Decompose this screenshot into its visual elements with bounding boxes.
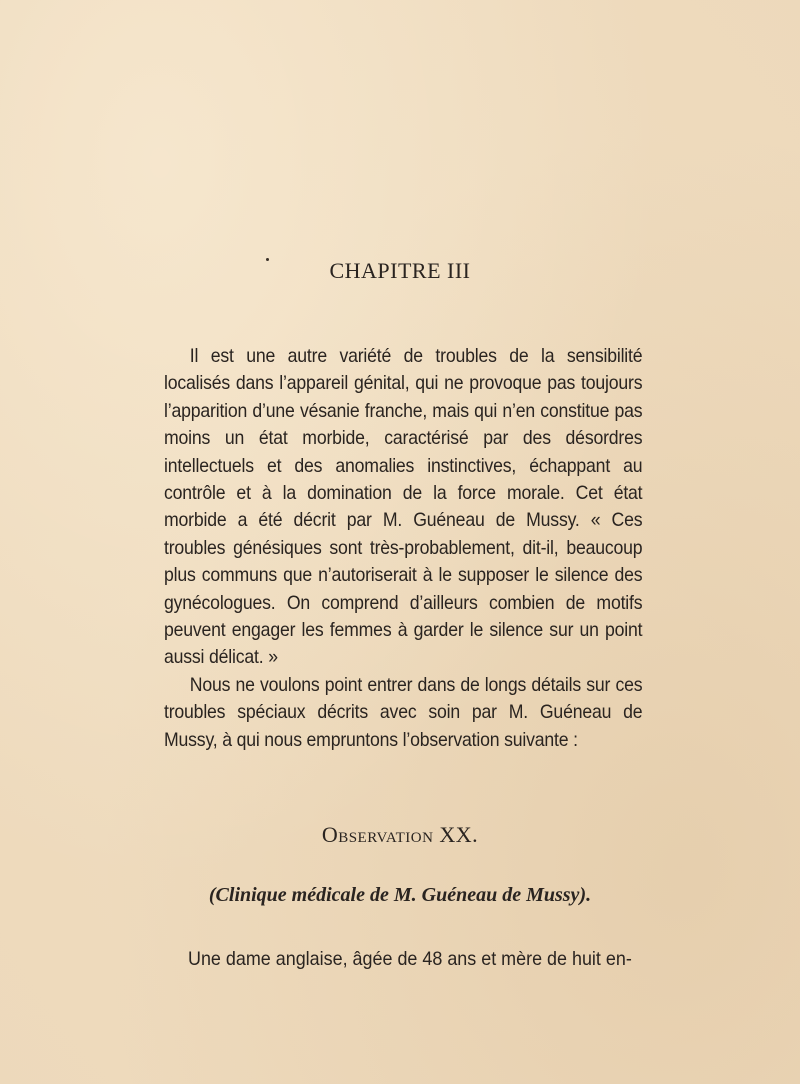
body-text xyxy=(164,343,642,754)
paragraph-1: Il est une autre variété de troubles de la sensibilité localisés dans l’appareil génital, qui ne provoque pas toujours l’apparition d’une vésanie franche, mais qui n’en constitue pas moins un état morbide, caractérisé par des désordres intellectuels et des anomalies instinctives, échappant au contrôle et à la domination de la force morale. Cet état morbide a été décrit par M. Guéneau de Mussy. « Ces troubles génésiques sont très-probablement, dit-il, beaucoup plus communs que n’autoriserait à le supposer le silence des gynécologues. On comprend d’ailleurs combien de motifs peuvent engager les femmes à garder le silence sur un point aussi délicat. » xyxy=(164,346,643,669)
paragraph-2: Nous ne voulons point entrer dans de longs détails sur ces troubles spéciaux décrits avec soin par M. Guéneau de Mussy, à qui nous empruntons l’observation suivante : xyxy=(164,674,643,751)
observation-heading: Observation XX. xyxy=(321,822,479,847)
observation-source: (Clinique médicale de M. Guéneau de Mussy). xyxy=(208,884,592,906)
observation-first-line: Une dame anglaise, âgée de 48 ans et mère de huit en- xyxy=(188,948,632,970)
chapter-title: CHAPITRE III xyxy=(329,258,471,283)
